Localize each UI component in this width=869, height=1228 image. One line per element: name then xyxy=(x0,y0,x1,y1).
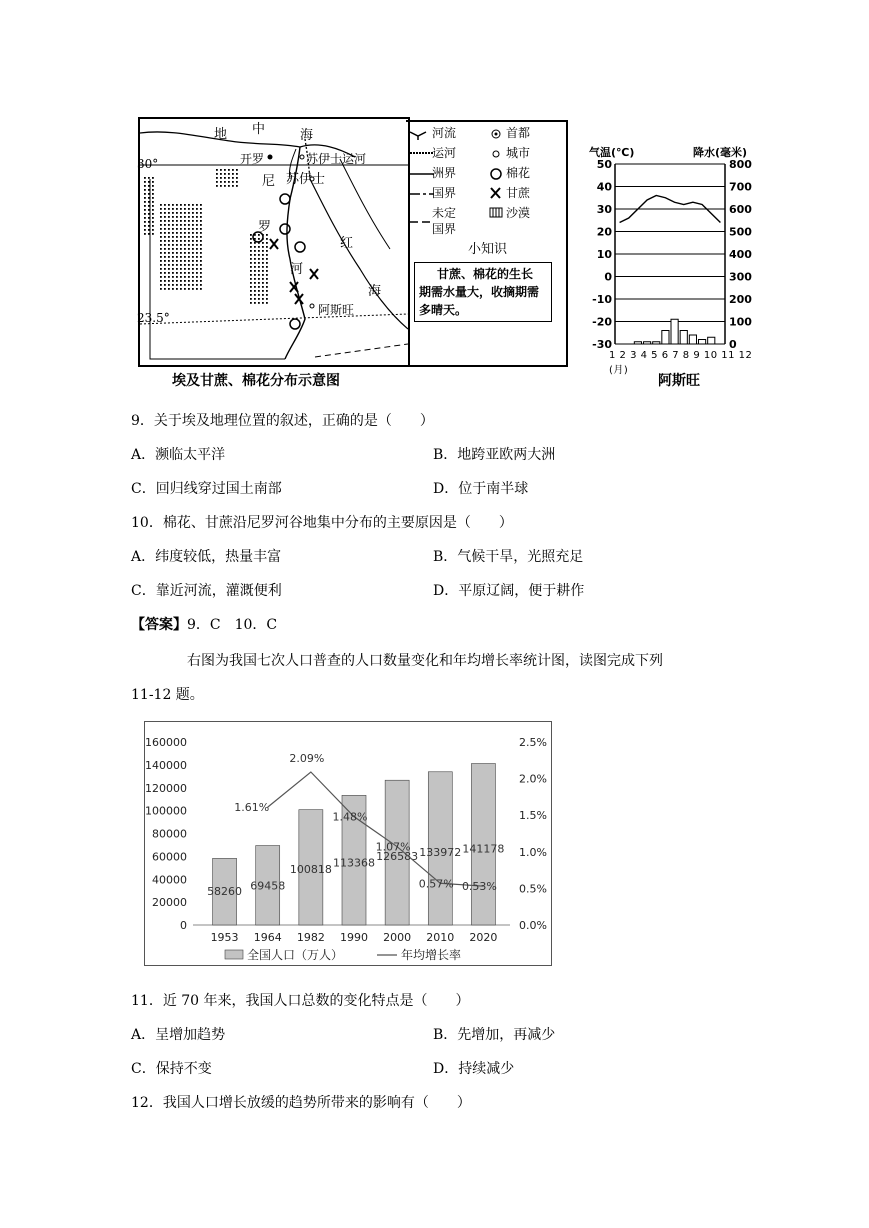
q9-stem: 9．关于埃及地理位置的叙述，正确的是（ ） xyxy=(131,413,434,429)
pop-category-label: 2020 xyxy=(469,931,498,944)
climate-left-title: 气温(℃) xyxy=(589,146,635,159)
map-label-he: 河 xyxy=(290,262,304,277)
climate-right-tick: 0 xyxy=(729,338,737,351)
pop-bar-label: 100818 xyxy=(289,863,332,877)
tip-line-2: 期需水量大，收摘期需 xyxy=(419,285,540,299)
q9-option-c[interactable]: C．回归线穿过国土南部 xyxy=(131,481,282,497)
climate-precip-bar xyxy=(680,331,687,345)
climate-left-tick: 40 xyxy=(596,180,612,194)
climate-left-tick: 20 xyxy=(596,225,612,239)
map-label-suez: 苏伊士 xyxy=(286,172,326,187)
legend-sugarcane: 甘蔗 xyxy=(506,186,531,200)
q11-option-d[interactable]: D．持续减少 xyxy=(433,1061,515,1077)
pop-bar-label: 126583 xyxy=(376,849,419,863)
lat-30-label: 30° xyxy=(137,157,159,171)
legend-undetermined: 未定 xyxy=(432,206,457,220)
growth-rate-label: 1.61% xyxy=(234,801,270,815)
pop-right-tick: 1.5% xyxy=(519,809,547,823)
pop-category-label: 2010 xyxy=(426,931,455,944)
intro-line-2: 11-12 题。 xyxy=(131,687,204,703)
map-label-hai: 海 xyxy=(300,128,314,143)
q11-stem: 11．近 70 年来，我国人口总数的变化特点是（ ） xyxy=(131,993,470,1009)
q10-option-b[interactable]: B．气候干旱，光照充足 xyxy=(433,549,584,565)
climate-right-tick: 500 xyxy=(729,225,752,239)
climate-precip-bar xyxy=(662,331,669,345)
legend-undetermined-2: 国界 xyxy=(432,222,457,236)
pop-left-tick: 120000 xyxy=(145,781,187,795)
growth-rate-label: 1.48% xyxy=(332,810,368,824)
pop-right-tick: 2.5% xyxy=(519,736,547,749)
climate-precip-bar xyxy=(644,342,651,344)
climate-right-tick: 600 xyxy=(729,203,752,216)
intro-line-1: 右图为我国七次人口普查的人口数量变化和年均增长率统计图，读图完成下列 xyxy=(187,653,663,669)
q9-option-b[interactable]: B．地跨亚欧两大洲 xyxy=(433,447,556,463)
climate-left-tick: -20 xyxy=(592,315,612,329)
map-label-zhong: 中 xyxy=(252,122,266,137)
pop-right-tick: 1.0% xyxy=(519,845,547,859)
q12-stem: 12．我国人口增长放缓的趋势所带来的影响有（ ） xyxy=(131,1095,471,1111)
legend-symbols-right xyxy=(488,126,508,236)
q11-option-c[interactable]: C．保持不变 xyxy=(131,1061,212,1077)
pop-right-tick: 0.5% xyxy=(519,882,547,896)
pop-category-label: 1964 xyxy=(253,931,282,944)
climate-caption: 阿斯旺 xyxy=(658,373,700,389)
pop-bar-label: 113368 xyxy=(333,856,375,870)
legend-city: 城市 xyxy=(506,146,531,160)
pop-left-tick: 160000 xyxy=(145,736,187,749)
climate-months-label: 1 2 3 4 5 6 7 8 9 10 11 12 (月) xyxy=(609,350,753,376)
climate-precip-bar xyxy=(634,342,641,344)
lat-235-label: 23.5° xyxy=(137,311,170,325)
pop-left-tick: 60000 xyxy=(152,850,187,864)
answer-label: 【答案】 xyxy=(131,617,187,633)
answer-text: 9．C 10．C xyxy=(187,617,278,633)
climate-precip-bar xyxy=(671,319,678,344)
legend-continent-border: 洲界 xyxy=(432,166,457,180)
answer-line xyxy=(131,614,277,634)
q10-option-c[interactable]: C．靠近河流，灌溉便利 xyxy=(131,583,282,599)
legend-national-border: 国界 xyxy=(432,186,457,200)
legend-river: 河流 xyxy=(432,126,457,140)
legend-capital: 首都 xyxy=(506,126,531,140)
pop-left-tick: 0 xyxy=(180,919,187,932)
tip-title: 小知识 xyxy=(468,242,508,257)
legend-bar-swatch xyxy=(225,950,243,959)
pop-legend xyxy=(225,947,461,962)
climate-precip-bar xyxy=(708,337,715,344)
legend-cotton: 棉花 xyxy=(506,166,531,180)
q10-option-d[interactable]: D．平原辽阔，便于耕作 xyxy=(433,583,585,599)
pop-category-label: 1990 xyxy=(340,931,368,944)
climate-precip-bar xyxy=(653,342,660,344)
map-label-ni: 尼 xyxy=(262,174,276,189)
climate-right-tick: 200 xyxy=(729,293,752,306)
map-label-cairo: 开罗 xyxy=(240,152,265,166)
climate-plot xyxy=(585,160,760,360)
pop-right-tick: 2.0% xyxy=(519,772,547,786)
climate-left-tick: -30 xyxy=(592,338,612,351)
pop-bar-label: 58260 xyxy=(207,885,243,899)
map-label-luo: 罗 xyxy=(258,220,272,235)
q10-stem: 10．棉花、甘蔗沿尼罗河谷地集中分布的主要原因是（ ） xyxy=(131,515,513,531)
tip-line-3: 多晴天。 xyxy=(419,303,468,317)
tip-line-1: 甘蔗、棉花的生长 xyxy=(437,267,534,281)
map-label-aswan: 阿斯旺 xyxy=(318,303,355,317)
map-label-hai2: 海 xyxy=(368,284,382,299)
q11-option-b[interactable]: B．先增加，再减少 xyxy=(433,1027,556,1043)
pop-left-tick: 80000 xyxy=(152,827,187,841)
pop-category-label: 1982 xyxy=(296,931,325,944)
map-label-di: 地 xyxy=(214,127,228,142)
pop-bar-label: 141178 xyxy=(462,842,505,856)
q11-option-a[interactable]: A．呈增加趋势 xyxy=(131,1027,226,1043)
growth-rate-label: 1.07% xyxy=(375,840,411,854)
pop-category-label: 2000 xyxy=(383,931,412,944)
q9-option-a[interactable]: A．濒临太平洋 xyxy=(131,447,226,463)
pop-left-tick: 20000 xyxy=(152,896,187,910)
legend-line-label: 年均增长率 xyxy=(401,948,462,962)
climate-right-tick: 100 xyxy=(729,315,752,329)
growth-rate-label: 0.53% xyxy=(461,880,497,894)
pop-left-tick: 140000 xyxy=(145,758,187,772)
climate-right-tick: 300 xyxy=(729,270,752,284)
climate-precip-bar xyxy=(699,340,706,345)
climate-left-tick: 10 xyxy=(596,248,612,261)
climate-precip-bar xyxy=(689,335,696,344)
climate-right-tick: 800 xyxy=(729,160,752,171)
egypt-map-drawing xyxy=(140,119,408,365)
climate-right-title: 降水(毫米) xyxy=(693,146,748,159)
pop-left-tick: 40000 xyxy=(152,873,187,887)
legend-bar-label: 全国人口（万人） xyxy=(247,948,344,962)
map-label-hong: 红 xyxy=(340,236,354,251)
map-legend xyxy=(406,120,568,367)
egypt-map xyxy=(138,117,410,367)
climate-chart xyxy=(585,140,760,390)
q10-option-a[interactable]: A．纬度较低，热量丰富 xyxy=(131,549,282,565)
climate-right-tick: 400 xyxy=(729,248,752,261)
growth-rate-label: 0.57% xyxy=(418,877,454,891)
climate-right-tick: 700 xyxy=(729,180,752,194)
growth-rate-label: 2.09% xyxy=(289,752,325,766)
pop-bar-label: 133972 xyxy=(419,846,462,860)
legend-desert: 沙漠 xyxy=(506,206,531,220)
climate-left-tick: -10 xyxy=(592,293,612,306)
climate-left-tick: 30 xyxy=(596,203,612,216)
population-chart xyxy=(144,721,552,966)
climate-left-tick: 0 xyxy=(604,270,612,284)
q9-option-d[interactable]: D．位于南半球 xyxy=(433,481,529,497)
climate-left-tick: 50 xyxy=(596,160,612,171)
pop-left-tick: 100000 xyxy=(145,804,187,818)
population-plot xyxy=(145,722,551,965)
legend-canal: 运河 xyxy=(432,146,457,160)
pop-right-tick: 0.0% xyxy=(519,919,547,932)
pop-bar-label: 69458 xyxy=(250,879,286,893)
tip-box xyxy=(414,262,552,322)
pop-category-label: 1953 xyxy=(210,931,239,944)
map-label-suez-canal: 苏伊士运河 xyxy=(306,152,367,166)
map-caption: 埃及甘蔗、棉花分布示意图 xyxy=(172,373,340,389)
